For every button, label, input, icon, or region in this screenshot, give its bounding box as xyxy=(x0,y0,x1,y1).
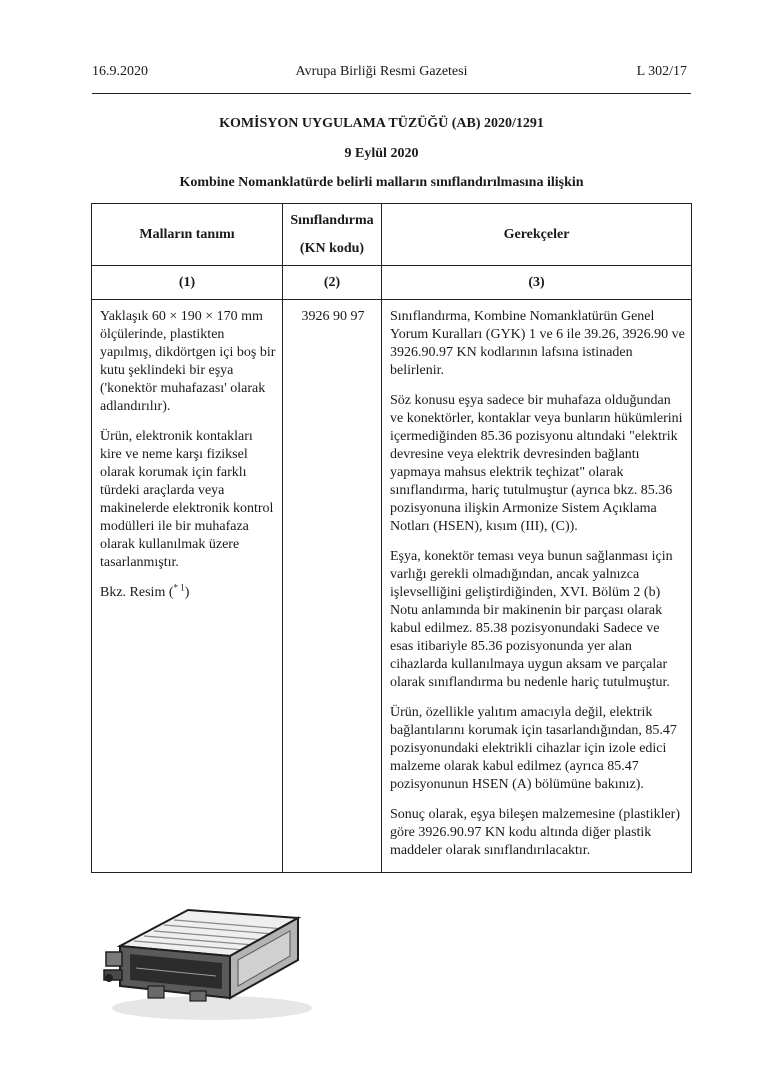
reason-paragraph: Ürün, özellikle yalıtım amacıyla değil, elektrik bağlantılarını korumak için tasarlandığından, 85.47 pozisyonundaki elektrikli cihazlar için izole edici malzeme olarak kabul edilmez (ayrıca 85.47 pozisyonunun HSEN (A) bölümüne bakınız). xyxy=(390,705,677,792)
header-classification-line2: (KN kodu) xyxy=(299,240,365,256)
document-title: KOMİSYON UYGULAMA TÜZÜĞÜ (AB) 2020/1291 xyxy=(219,116,544,131)
description-paragraph: Ürün, elektronik kontakları kire ve neme karşı fiziksel olarak korumak için farklı türdeki araçlarda veya makinelerde elektronik kontrol modülleri ile bir muhafaza olarak kullanılmak üzere tasarlanmıştır. xyxy=(100,429,274,570)
header-reasons: Gerekçeler xyxy=(382,204,692,266)
connector-housing-photo xyxy=(92,890,320,1030)
header-journal-name: Avrupa Birliği Resmi Gazetesi xyxy=(295,64,468,79)
header-rule xyxy=(92,93,691,94)
column-number-2: (2) xyxy=(283,266,382,300)
header-classification xyxy=(283,204,382,266)
document-date: 9 Eylül 2020 xyxy=(344,146,419,161)
see-image-reference: Bkz. Resim ($^{* 1}$) xyxy=(100,582,190,600)
header-date: 16.9.2020 xyxy=(92,64,148,79)
column-number-3: (3) xyxy=(382,266,692,300)
reason-paragraph: Sonuç olarak, eşya bileşen malzemesine (plastikler) göre 3926.90.97 KN kodu altında diğer plastik maddeler olarak sınıflandırılacaktır. xyxy=(390,807,681,858)
reasons-cell xyxy=(382,300,692,873)
header-goods-description: Malların tanımı xyxy=(92,204,283,266)
reason-paragraph: Sınıflandırma, Kombine Nomanklatürün Genel Yorum Kuralları (GYK) 1 ve 6 ile 39.26, 3926.90 ve 3926.90.97 KN kodlarının lafsına istinaden belirlenir. xyxy=(390,309,685,378)
cn-code-cell: 3926 90 97 xyxy=(283,300,382,873)
reason-paragraph: Söz konusu eşya sadece bir muhafaza olduğundan ve konektörler, kontaklar veya bunların hükümlerini içermediğinden 85.36 pozisyonu altındaki "elektrik devresine veya elektrik devresinden bağlantı yapmaya mahsus elektrik teçhizat" olarak sınıflandırma, hariç tutulmuştur (ayrıca bkz. 85.36 pozisyonuna ilişkin Armonize Sistem Açıklama Notları (HSEN), kısım (III), (C)). xyxy=(390,393,683,534)
description-paragraph: Yaklaşık 60 × 190 × 170 mm ölçülerinde, plastikten yapılmış, dikdörtgen içi boş bir kutu şeklindeki bir eşya ('konektör muhafazası' olarak adlandırılır). xyxy=(100,309,276,414)
document-subject: Kombine Nomanklatürde belirli malların sınıflandırılmasına ilişkin xyxy=(179,175,584,190)
header-page-ref: L 302/17 xyxy=(636,64,687,79)
footnote-marker: * 1 xyxy=(173,582,185,593)
table-row xyxy=(92,300,692,873)
goods-description-cell xyxy=(92,300,283,873)
reason-paragraph: Eşya, konektör teması veya bunun sağlanması için varlığı gerekli olmadığından, ancak yalnızca işlevselliğini geliştirdiğinden, XVI. Bölüm 2 (b) Notu anlamında bir makinenin bir parçası olarak kabul edilmez. 85.38 pozisyonundaki Sadece ve esas itibariyle 85.36 pozisyonunda yer alan cihazlarda kullanılmaya uygun aksam ve parçalar olarak sınıflandırma bu nedenle hariç tutulmuştur. xyxy=(390,549,673,690)
column-number-1: (1) xyxy=(92,266,283,300)
table-number-row xyxy=(92,266,692,300)
table-header-row xyxy=(92,204,692,266)
header-classification-line1: Sınıflandırma xyxy=(290,212,374,228)
classification-table xyxy=(91,203,692,873)
